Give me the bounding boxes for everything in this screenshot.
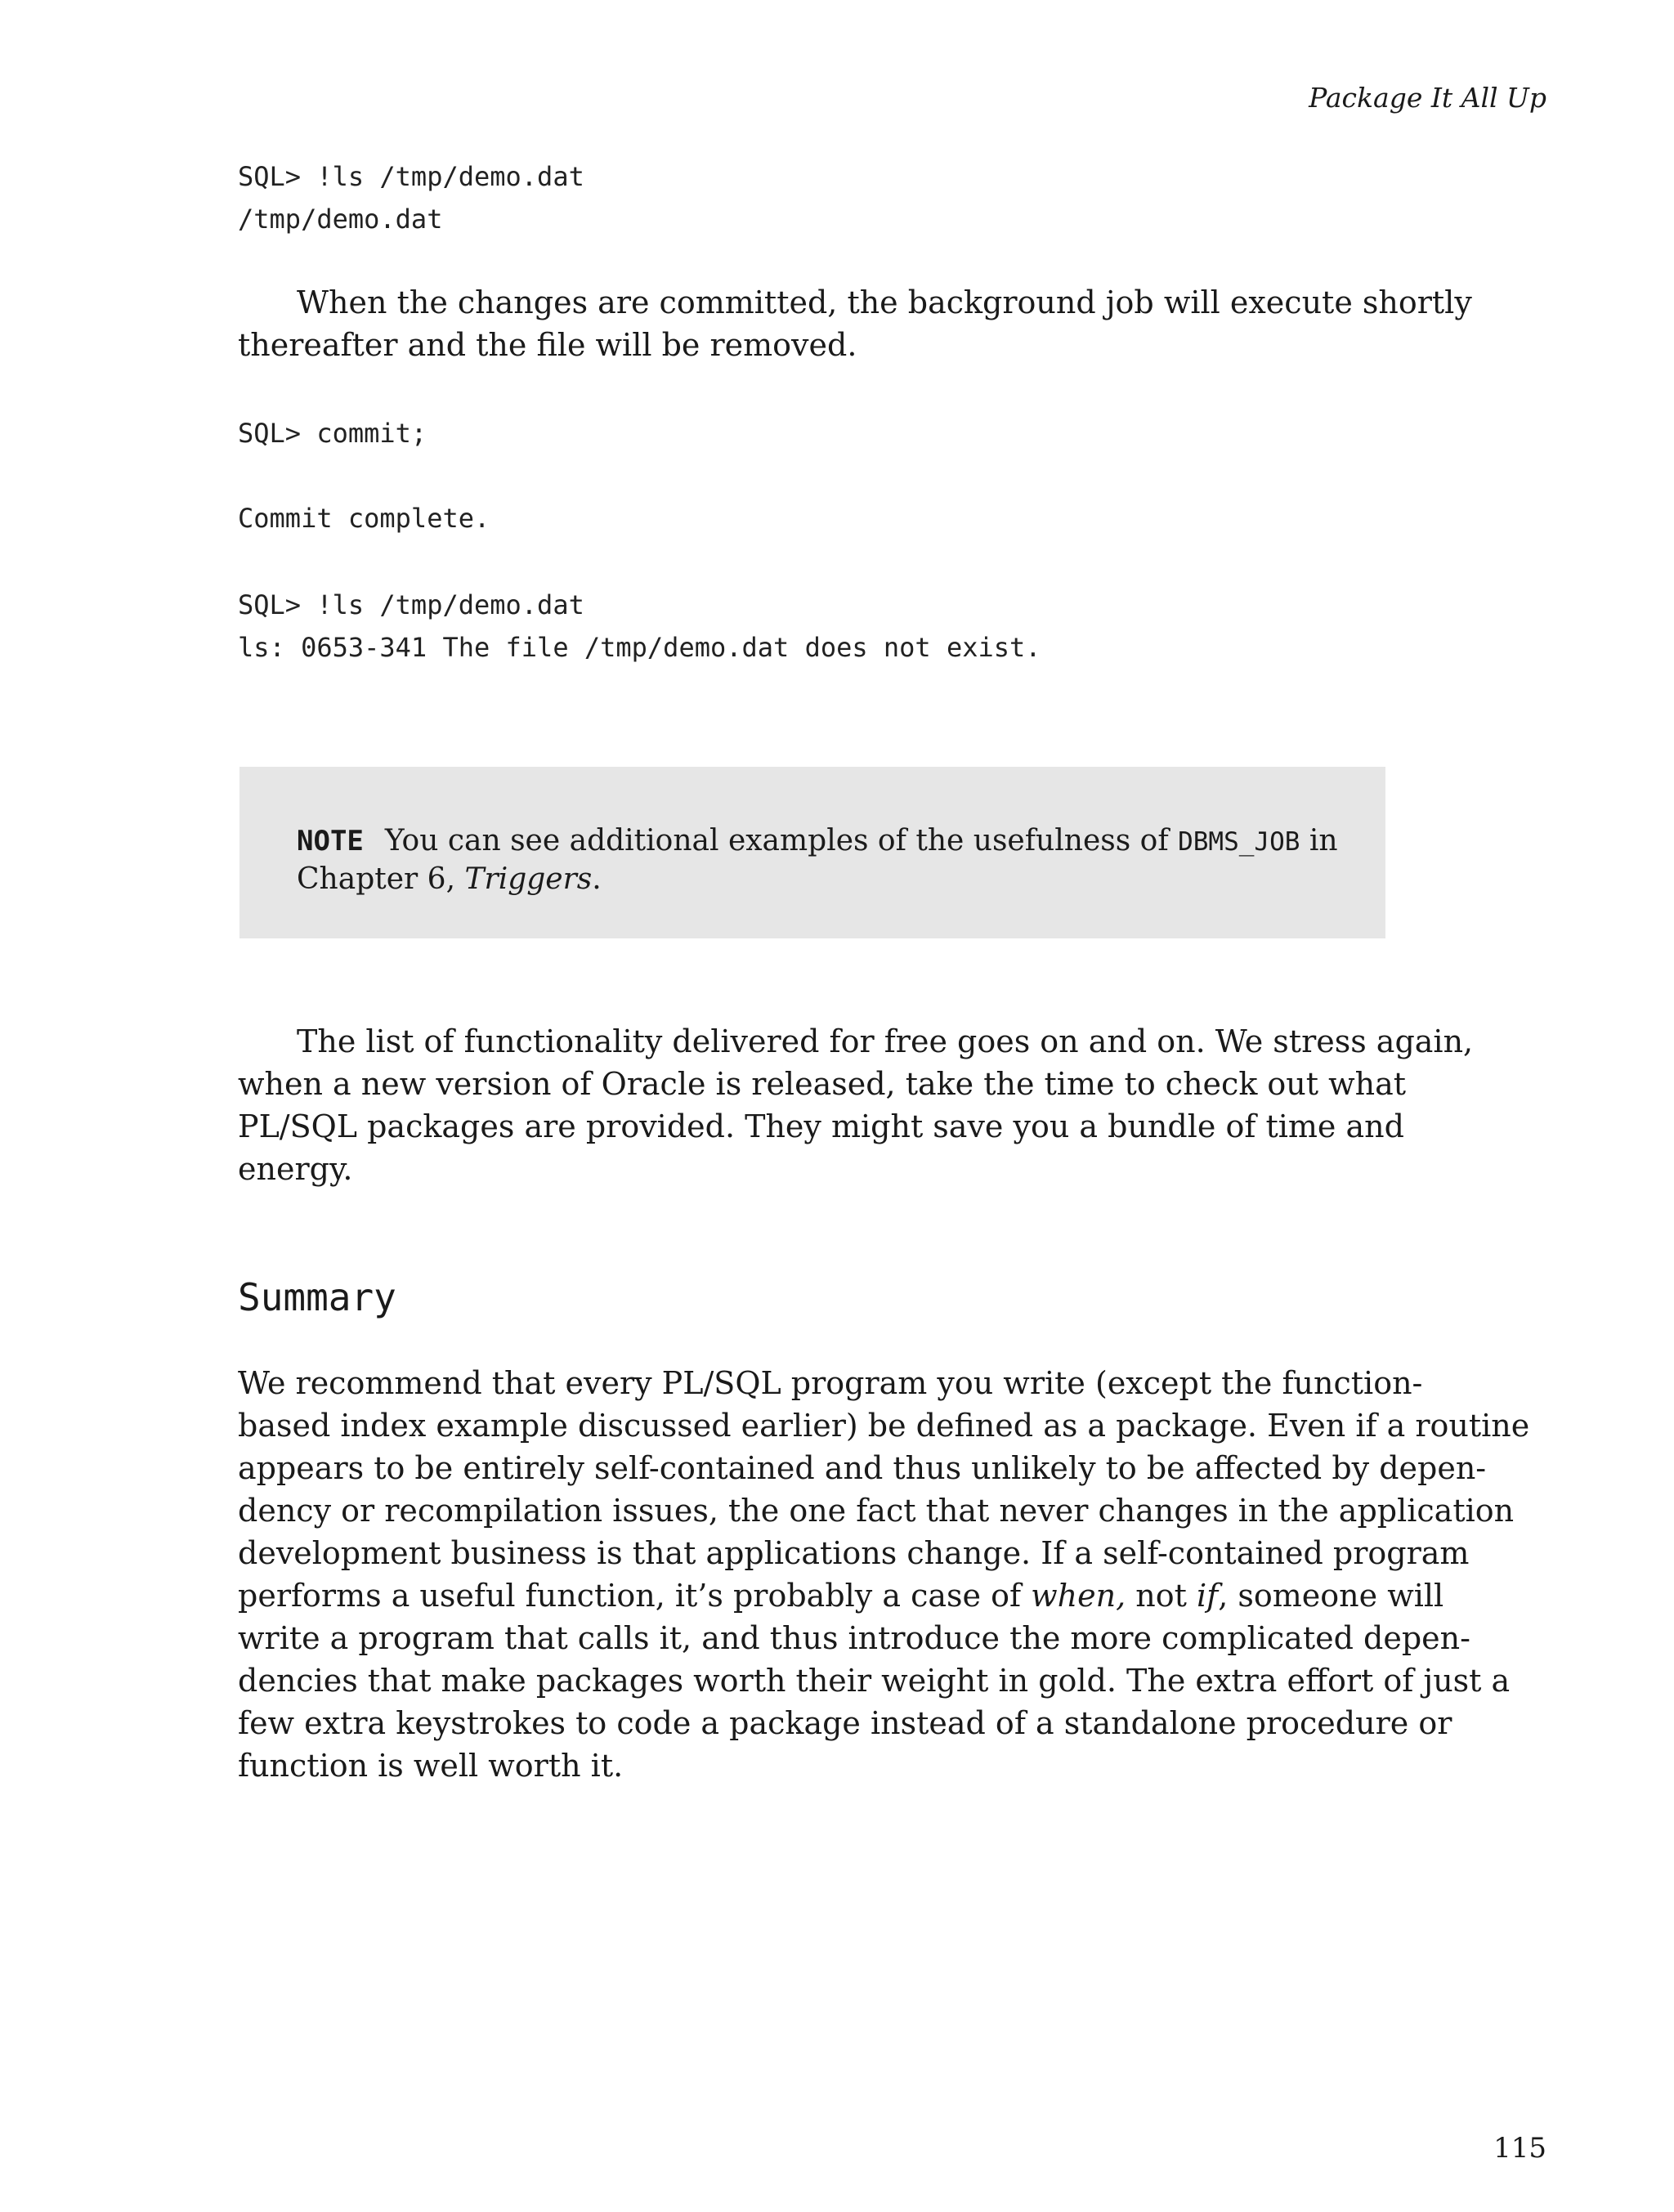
code-line: Commit complete. <box>238 503 490 534</box>
paragraph-line: thereafter and the file will be removed. <box>238 327 857 363</box>
note-chapter-title: Triggers <box>464 862 593 896</box>
paragraph-line: PL/SQL packages are provided. They might save you a bundle of time and <box>238 1108 1404 1144</box>
page-number: 115 <box>1493 2132 1546 2165</box>
summary-paragraph <box>238 1362 1530 1787</box>
text-run: , someone will <box>1218 1578 1444 1614</box>
note-box <box>239 767 1385 938</box>
paragraph-line: dency or recompilation issues, the one fact that never changes in the application <box>238 1493 1515 1529</box>
code-line: SQL> !ls /tmp/demo.dat <box>238 161 584 192</box>
paragraph-line: when a new version of Oracle is released, take the time to check out what <box>238 1066 1407 1102</box>
section-heading: Summary <box>238 1275 396 1319</box>
inline-code: DBMS_JOB <box>1178 827 1300 857</box>
paragraph-line: We recommend that every PL/SQL program you write (except the function- <box>238 1365 1423 1401</box>
text-run: not <box>1135 1578 1187 1614</box>
emphasis: if <box>1197 1578 1219 1614</box>
paragraph-line: write a program that calls it, and thus introduce the more complicated depen- <box>238 1620 1470 1656</box>
code-line: /tmp/demo.dat <box>238 204 443 235</box>
code-line: SQL> !ls /tmp/demo.dat <box>238 589 584 620</box>
paragraph-line: When the changes are committed, the background job will execute shortly <box>297 284 1472 320</box>
body-paragraph <box>238 1020 1474 1190</box>
paragraph-line <box>238 1574 1444 1617</box>
paragraph-line: development business is that applications change. If a self-contained program <box>238 1535 1470 1571</box>
note-text <box>297 822 1338 898</box>
note-text-after: in <box>1309 824 1338 857</box>
paragraph-line: few extra keystrokes to code a package instead of a standalone procedure or <box>238 1705 1452 1741</box>
note-text-before: You can see additional examples of the usefulness of <box>384 824 1169 857</box>
body-paragraph <box>238 281 1472 366</box>
emphasis: when, <box>1031 1578 1126 1614</box>
note-line2-before: Chapter 6, <box>297 862 456 896</box>
code-line: ls: 0653-341 The file /tmp/demo.dat does not exist. <box>238 632 1041 663</box>
note-line2-after: . <box>592 862 602 896</box>
paragraph-line: appears to be entirely self-contained and thus unlikely to be affected by depen- <box>238 1450 1487 1486</box>
paragraph-line: function is well worth it. <box>238 1748 624 1784</box>
note-label: NOTE <box>297 825 364 857</box>
paragraph-line: based index example discussed earlier) be defined as a package. Even if a routine <box>238 1408 1530 1444</box>
text-run: performs a useful function, it’s probably a case of <box>238 1578 1022 1614</box>
running-head: Package It All Up <box>1309 82 1546 114</box>
code-line: SQL> commit; <box>238 418 427 449</box>
paragraph-line: dencies that make packages worth their weight in gold. The extra effort of just a <box>238 1663 1511 1699</box>
paragraph-line: energy. <box>238 1151 353 1187</box>
paragraph-line: The list of functionality delivered for free goes on and on. We stress again, <box>297 1023 1474 1059</box>
